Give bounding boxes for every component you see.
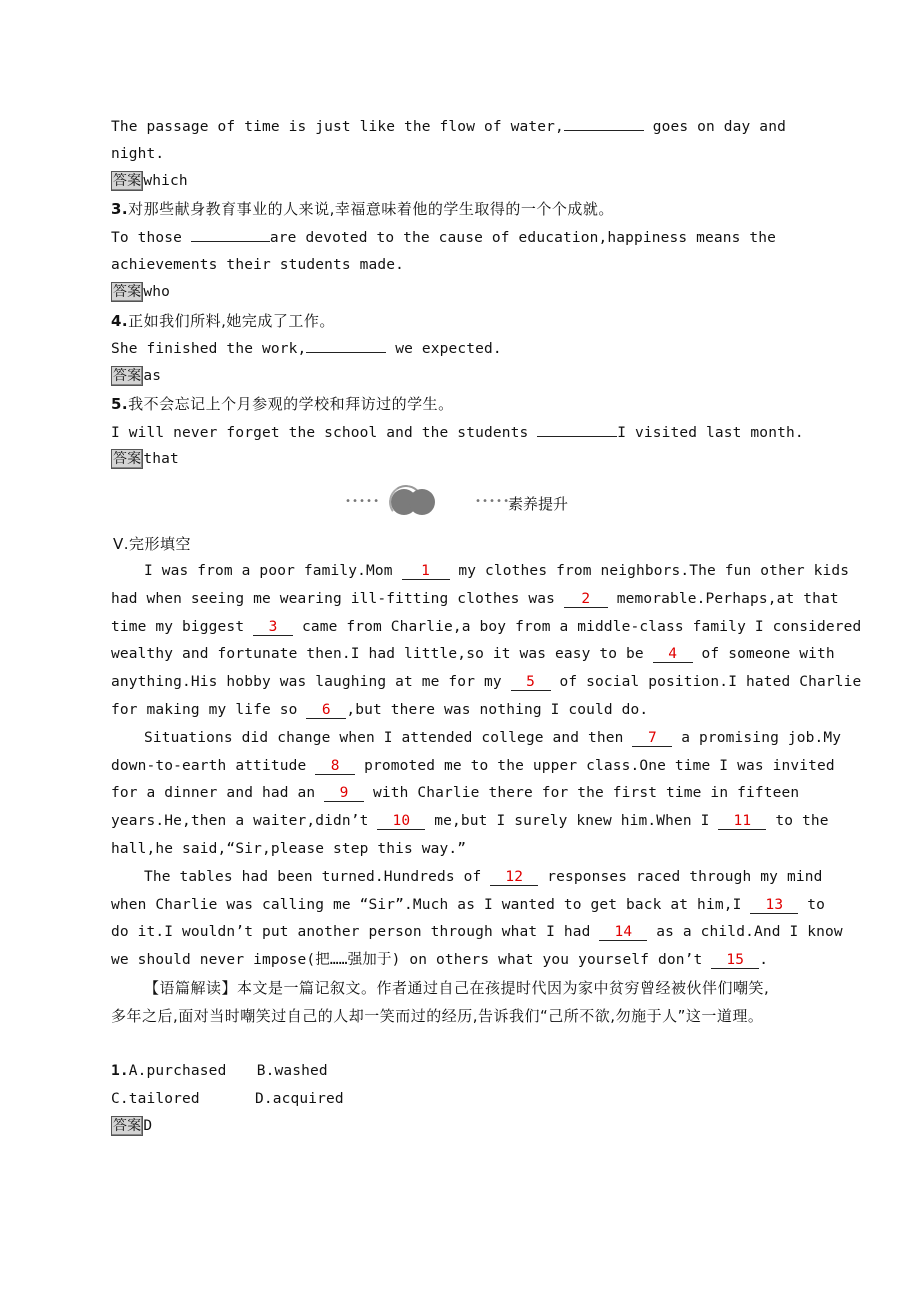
blank-10: 10 xyxy=(377,813,425,830)
passage-p1-line6 xyxy=(111,700,648,720)
text: of someone with xyxy=(692,646,835,662)
text: for making my life so xyxy=(111,702,307,718)
mc1-option-c: C.tailored xyxy=(111,1091,200,1107)
blank-2: 2 xyxy=(564,591,608,608)
answer-badge[interactable]: 答案 xyxy=(113,451,142,467)
q2-answer-row xyxy=(111,171,188,191)
text: had when seeing me wearing ill-fitting clothes was xyxy=(111,591,564,607)
dots-right-icon: ••••• xyxy=(475,496,511,507)
passage-p1-line5 xyxy=(111,672,861,692)
text: a promising job.My xyxy=(672,730,842,746)
q4-text-before: She finished the work, xyxy=(111,341,307,357)
q5-number: 5. xyxy=(111,395,129,413)
passage-p1-line2 xyxy=(111,589,839,609)
q3-sentence-line2: achievements their students made. xyxy=(111,257,405,273)
blank-3: 3 xyxy=(253,619,293,636)
answer-badge[interactable]: 答案 xyxy=(113,1118,142,1134)
circle-right-icon xyxy=(409,489,435,515)
q3-answer-row xyxy=(111,282,170,302)
text: of social position.I hated Charlie xyxy=(550,674,862,690)
q2-sentence-line1 xyxy=(111,116,786,137)
q5-text-after: I visited last month. xyxy=(617,425,804,441)
text: responses raced through my mind xyxy=(538,869,823,885)
text: years.He,then a waiter,didn’t xyxy=(111,813,378,829)
text: my clothes from neighbors.The fun other kids xyxy=(449,563,850,579)
q5-prompt-text: 我不会忘记上个月参观的学校和拜访过的学生。 xyxy=(128,395,454,413)
q3-text-before: To those xyxy=(111,230,191,246)
text: to xyxy=(798,897,825,913)
q4-text-after: we expected. xyxy=(386,341,502,357)
q2-blank xyxy=(564,116,644,131)
q5-answer: that xyxy=(143,451,179,467)
analysis-line2: 多年之后,面对当时嘲笑过自己的人却一笑而过的经历,告诉我们“己所不欲,勿施于人”这一道理。 xyxy=(111,1007,764,1025)
section-divider xyxy=(345,486,585,518)
passage-p1-line1 xyxy=(144,561,849,581)
q4-prompt-text: 正如我们所料,她完成了工作。 xyxy=(128,312,335,330)
mc1-answer: D xyxy=(143,1118,153,1134)
passage-p3-line1 xyxy=(144,867,822,887)
blank-9: 9 xyxy=(324,785,364,802)
q4-answer: as xyxy=(143,368,162,384)
mc1-option-d: D.acquired xyxy=(255,1091,344,1107)
analysis-line1 xyxy=(144,978,769,998)
q5-blank xyxy=(537,422,617,437)
q4-prompt xyxy=(111,311,335,331)
q2-text: The passage of time is just like the flow of water, xyxy=(111,119,564,135)
q2-answer: which xyxy=(143,173,188,189)
passage-p3-line2 xyxy=(111,895,825,915)
q3-prompt-text: 对那些献身教育事业的人来说,幸福意味着他的学生取得的一个个成就。 xyxy=(128,200,614,218)
q4-sentence xyxy=(111,338,502,359)
passage-p1-line4 xyxy=(111,644,835,664)
answer-badge[interactable]: 答案 xyxy=(113,173,142,189)
q3-number: 3. xyxy=(111,200,129,218)
text: I was from a poor family.Mom xyxy=(144,563,402,579)
text: . xyxy=(759,952,769,968)
text: down-to-earth attitude xyxy=(111,758,316,774)
blank-1: 1 xyxy=(402,563,450,580)
text: ,but there was nothing I could do. xyxy=(346,702,649,718)
passage-p2-line1 xyxy=(144,728,841,748)
q4-answer-row xyxy=(111,366,161,386)
text: with Charlie there for the first time in fifteen xyxy=(364,785,800,801)
mc1-option-a: A.purchased xyxy=(128,1063,227,1079)
q5-text-before: I will never forget the school and the students xyxy=(111,425,538,441)
text: as a child.And I know xyxy=(647,924,843,940)
q2-text-after: goes on day and xyxy=(643,119,786,135)
analysis-label: 【语篇解读】 xyxy=(144,979,238,997)
mc1-answer-row xyxy=(111,1116,152,1136)
text: time my biggest xyxy=(111,619,254,635)
text: to the xyxy=(766,813,829,829)
text: promoted me to the upper class.One time I was invited xyxy=(355,758,835,774)
text: wealthy and fortunate then.I had little,so it was easy to be xyxy=(111,646,653,662)
q5-prompt xyxy=(111,394,454,414)
text: for a dinner and had an xyxy=(111,785,325,801)
blank-4: 4 xyxy=(653,646,693,663)
q3-sentence-line1 xyxy=(111,227,776,248)
text: anything.His hobby was laughing at me for my xyxy=(111,674,511,690)
blank-6: 6 xyxy=(306,702,346,719)
blank-8: 8 xyxy=(315,758,355,775)
text: we should never impose(把……强加于) on others what you yourself don’t xyxy=(111,952,712,968)
mc1-number: 1. xyxy=(111,1063,129,1079)
passage-p2-line2 xyxy=(111,756,835,776)
text: when Charlie was calling me “Sir”.Much as I wanted to get back at him,I xyxy=(111,897,751,913)
q3-prompt xyxy=(111,199,614,219)
dots-left-icon: ••••• xyxy=(345,496,381,507)
q5-answer-row xyxy=(111,449,179,469)
analysis-text: 本文是一篇记叙文。作者通过自己在孩提时代因为家中贫穷曾经被伙伴们嘲笑, xyxy=(237,979,770,997)
blank-7: 7 xyxy=(632,730,672,747)
text: The tables had been turned.Hundreds of xyxy=(144,869,491,885)
passage-p2-line3 xyxy=(111,783,799,803)
divider-label: 素养提升 xyxy=(508,495,569,513)
text: Situations did change when I attended college and then xyxy=(144,730,633,746)
q5-sentence xyxy=(111,422,804,443)
blank-15: 15 xyxy=(711,952,759,969)
blank-12: 12 xyxy=(490,869,538,886)
blank-5: 5 xyxy=(511,674,551,691)
passage-p1-line3 xyxy=(111,617,861,637)
q3-answer: who xyxy=(143,284,170,300)
passage-p2-line5: hall,he said,“Sir,please step this way.” xyxy=(111,841,467,857)
text: me,but I surely knew him.When I xyxy=(425,813,719,829)
section-title: Ⅴ.完形填空 xyxy=(113,535,192,553)
passage-p3-line4 xyxy=(111,950,768,970)
q3-text-after: are devoted to the cause of education,happiness means the xyxy=(269,230,777,246)
mc1-row1 xyxy=(111,1061,328,1081)
q3-blank xyxy=(191,227,270,242)
mc1-row2 xyxy=(111,1089,344,1109)
blank-11: 11 xyxy=(718,813,766,830)
passage-p3-line3 xyxy=(111,922,843,942)
q2-sentence-line2: night. xyxy=(111,146,165,162)
blank-13: 13 xyxy=(750,897,798,914)
q4-number: 4. xyxy=(111,312,129,330)
q4-blank xyxy=(306,338,386,353)
answer-badge[interactable]: 答案 xyxy=(113,368,142,384)
text: came from Charlie,a boy from a middle-class family I considered xyxy=(293,619,862,635)
passage-p2-line4 xyxy=(111,811,829,831)
mc1-option-b: B.washed xyxy=(256,1063,328,1079)
text: do it.I wouldn’t put another person through what I had xyxy=(111,924,600,940)
text: memorable.Perhaps,at that xyxy=(607,591,839,607)
blank-14: 14 xyxy=(599,924,647,941)
answer-badge[interactable]: 答案 xyxy=(113,284,142,300)
